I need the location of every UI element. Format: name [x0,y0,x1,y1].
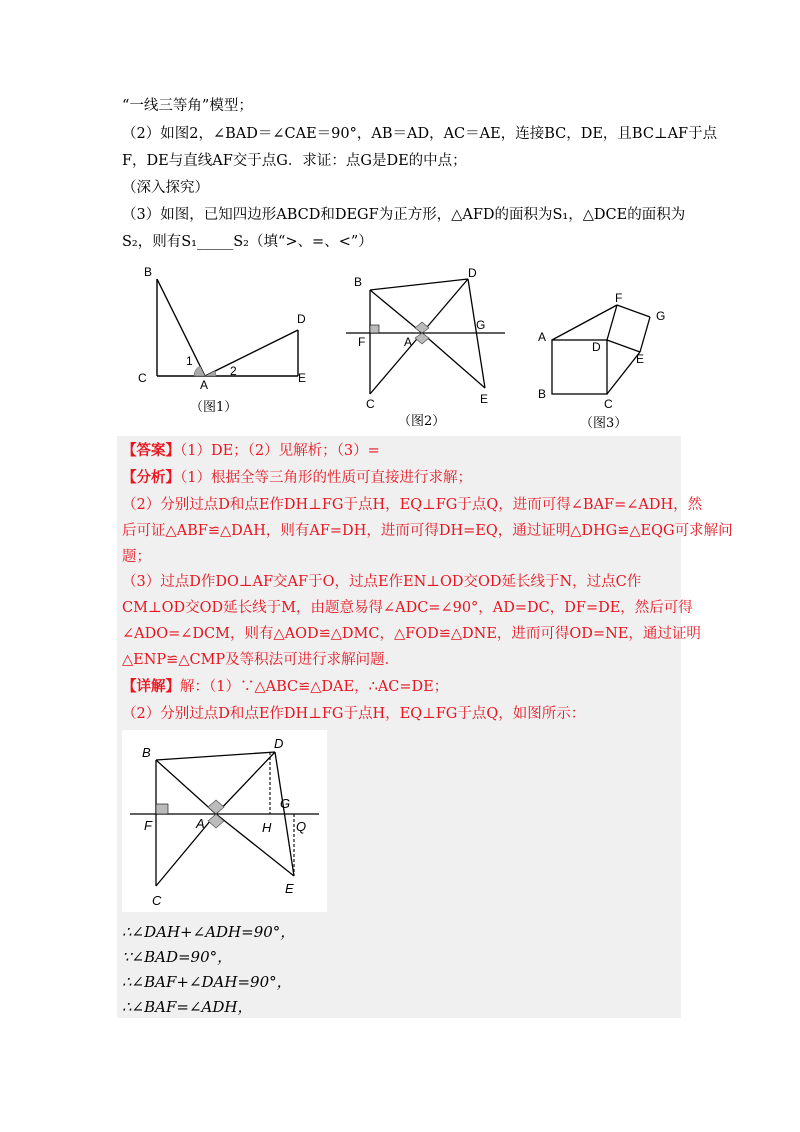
analysis-line-2: （2）分别过点D和点E作DH⊥FG于点H，EQ⊥FG于点Q，进而可得∠BAF=∠ADH，然 [122,497,703,513]
fig3-label-e: E [636,352,645,366]
math-line-4: ∴∠BAF=∠ADH， [122,998,253,1016]
fig1-label-e: E [298,371,307,385]
fig4-label-d: D [274,736,284,751]
fig1-angle-1: 1 [186,354,193,368]
fig2-caption: （图2） [398,414,446,429]
fig4-label-c: C [152,893,162,908]
answer-text: （1）DE；（2）见解析；（3）= [180,443,380,459]
fig3-label-a: A [538,330,547,344]
analysis-line-6: CM⊥OD交OD延长线于M，由题意易得∠ADC=∠90°，AD=DC，DF=DE，然后可得 [122,600,693,616]
intro-line-5: （3）如图，已知四边形ABCD和DEGF为正方形，△AFD的面积为S₁，△DCE的面积为 [122,207,686,223]
fig3-label-b: B [538,387,547,401]
fig4-label-a: A [196,816,205,831]
analysis-line-7: ∠ADO=∠DCM，则有△AOD≌△DMC，△FOD≌△DNE，进而可得OD=NE，通过证明 [122,626,701,642]
fig2-label-d: D [468,266,477,280]
fig2-label-c: C [366,397,375,410]
analysis-line-3: 后可证△ABF≌△DAH，则有AF=DH，进而可得DH=EQ，通过证明△DHG≌△EQG可求解问 [122,523,733,539]
figure-4 [122,730,327,912]
fig4-label-b: B [142,745,151,760]
fig3-label-f: F [615,291,623,305]
fig3-label-c: C [604,397,613,410]
analysis-line-1: 【分析】（1）根据全等三角形的性质可直接进行求解； [122,469,472,486]
math-line-3: ∴∠BAF+∠DAH=90°， [122,973,292,991]
fig4-label-f: F [144,818,152,833]
analysis-line-4: 题； [122,549,151,565]
fig2-label-e: E [480,392,489,406]
fig2-label-a: A [404,335,413,349]
fig1-label-d: D [297,312,306,326]
analysis-tag: 【分析】 [122,469,180,486]
intro-line-6: S₂，则有S₁_____S₂（填“>、=、<”） [122,234,373,250]
figure-2 [340,262,510,410]
fig3-caption: （图3） [580,416,628,431]
intro-line-2: （2）如图2，∠BAD＝∠CAE＝90°，AB＝AD，AC＝AE，连接BC，DE，且BC⊥AF于点 [122,126,718,142]
fig1-angle-2: 2 [230,364,237,378]
figure-3 [530,285,680,410]
fig1-label-c: C [138,371,147,385]
math-line-1: ∴∠DAH+∠ADH=90°， [122,923,296,941]
solution-tag: 【详解】 [122,678,180,695]
fig4-label-h: H [262,820,272,835]
fig3-label-d: D [592,340,601,354]
solution-line-2: （2）分别过点D和点E作DH⊥FG于点H，EQ⊥FG于点Q，如图所示： [122,706,586,722]
fig1-label-b: B [144,265,153,279]
fig1-caption: （图1） [190,400,238,415]
fig2-label-f: F [358,335,366,349]
figure-1 [130,255,330,415]
analysis-line-8: △ENP≌△CMP及等积法可进行求解问题． [122,652,400,668]
answer-tag: 【答案】 [122,442,180,459]
solution-line-1: 【详解】解：（1）∵△ABC≌△DAE，∴AC=DE； [122,678,449,695]
fig2-label-g: G [476,318,486,332]
fig1-label-a: A [200,378,209,392]
intro-line-3: F，DE与直线AF交于点G．求证：点G是DE的中点； [122,153,467,169]
fig4-label-q: Q [296,819,307,834]
answer-line [122,441,380,461]
fig4-label-g: G [280,796,291,811]
fig3-label-g: G [656,309,666,323]
math-line-2: ∵∠BAD=90°， [122,948,233,966]
intro-line-4: （深入探究） [122,180,209,196]
analysis-line-5: （3）过点D作DO⊥AF交AF于O，过点E作EN⊥OD交OD延长线于N，过点C作 [122,574,642,590]
fig2-label-b: B [354,275,363,289]
fig4-label-e: E [285,881,294,896]
intro-line-1: “一线三等角”模型； [122,98,253,114]
